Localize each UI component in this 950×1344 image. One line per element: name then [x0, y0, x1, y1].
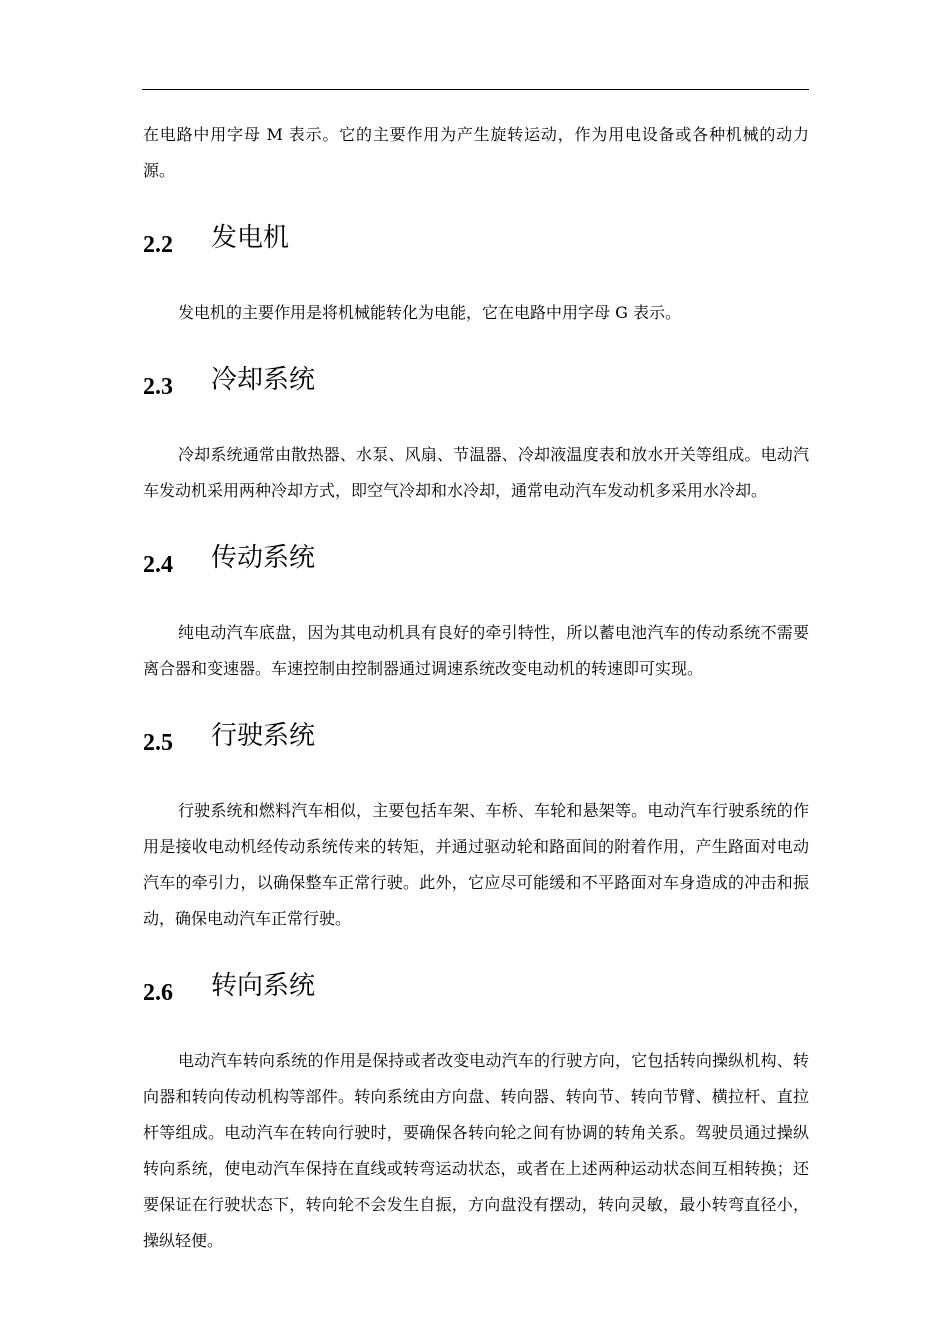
- section-heading: [143, 965, 809, 1023]
- section-number: 2.5: [143, 730, 173, 756]
- section-title: 传动系统: [211, 543, 316, 573]
- section-heading: [143, 359, 809, 417]
- intro-paragraph: 在电路中用字母 M 表示。它的主要作用为产生旋转运动，作为用电设备或各种机械的动力源。: [143, 125, 809, 180]
- section-heading: [143, 537, 809, 595]
- section-2-6: [143, 965, 809, 1259]
- section-paragraph: 纯电动汽车底盘，因为其电动机具有良好的牵引特性，所以蓄电池汽车的传动系统不需要离合器和变速器。车速控制由控制器通过调速系统改变电动机的转速即可实现。: [143, 623, 809, 678]
- section-paragraph: 冷却系统通常由散热器、水泵、风扇、节温器、冷却液温度表和放水开关等组成。电动汽车发动机采用两种冷却方式，即空气冷却和水冷却，通常电动汽车发动机多采用水冷却。: [143, 445, 809, 500]
- section-title: 行驶系统: [211, 721, 316, 751]
- section-paragraph: 电动汽车转向系统的作用是保持或者改变电动汽车的行驶方向，它包括转向操纵机构、转向器和转向传动机构等部件。转向系统由方向盘、转向器、转向节、转向节臂、横拉杆、直拉杆等组成。电动汽车在转向行驶时，要确保各转向轮之间有协调的转角关系。驾驶员通过操纵转向系统，使电动汽车保持在直线或转弯运动状态，或者在上述两种运动状态间互相转换；还要保证在行驶状态下，转向轮不会发生自振，方向盘没有摆动，转向灵敏，最小转弯直径小，操纵轻便。: [143, 1051, 809, 1250]
- section-paragraph: 发电机的主要作用是将机械能转化为电能，它在电路中用字母 G 表示。: [178, 303, 681, 322]
- section-title: 发电机: [211, 223, 290, 253]
- section-title: 冷却系统: [211, 365, 316, 395]
- document-body: [143, 117, 809, 1259]
- section-number: 2.6: [143, 980, 173, 1006]
- section-2-5: [143, 715, 809, 937]
- section-2-3: [143, 359, 809, 509]
- section-heading: [143, 217, 809, 275]
- section-number: 2.3: [143, 374, 173, 400]
- section-heading: [143, 715, 809, 773]
- header-rule: [142, 89, 809, 90]
- section-title: 转向系统: [211, 971, 316, 1001]
- section-paragraph: 行驶系统和燃料汽车相似，主要包括车架、车桥、车轮和悬架等。电动汽车行驶系统的作用是接收电动机经传动系统传来的转矩，并通过驱动轮和路面间的附着作用，产生路面对电动汽车的牵引力，以确保整车正常行驶。此外，它应尽可能缓和不平路面对车身造成的冲击和振动，确保电动汽车正常行驶。: [143, 801, 809, 928]
- section-number: 2.2: [143, 232, 173, 258]
- section-2-4: [143, 537, 809, 687]
- section-2-2: [143, 217, 809, 331]
- section-number: 2.4: [143, 552, 173, 578]
